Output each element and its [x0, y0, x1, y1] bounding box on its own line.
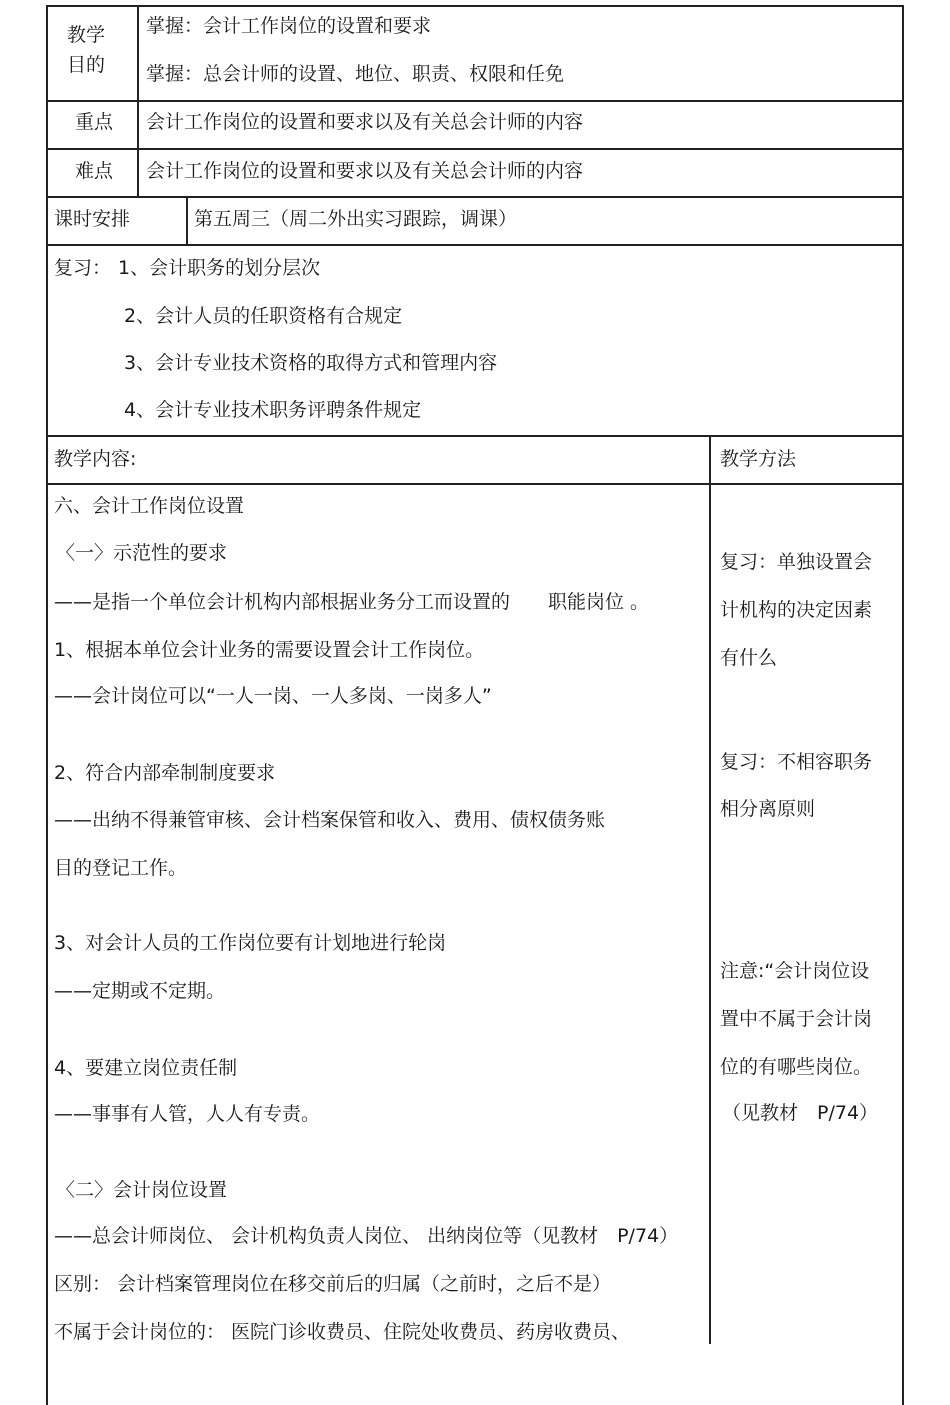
table-divider: [46, 196, 904, 198]
content-line: 〈一〉示范性的要求: [56, 542, 228, 564]
method-line: 位的有哪些岗位。: [720, 1056, 873, 1078]
content-line: 3、对会计人员的工作岗位要有计划地进行轮岗: [54, 932, 447, 954]
review-prefix: 复习：: [54, 257, 112, 279]
method-header: 教学方法: [720, 448, 797, 470]
content-line: 〈二〉会计岗位设置: [56, 1179, 228, 1201]
method-line: 计机构的决定因素: [720, 599, 873, 621]
method-line: 有什么: [720, 647, 778, 669]
content-line: 1、根据本单位会计业务的需要设置会计工作岗位。: [54, 639, 485, 661]
schedule-text: 第五周三（周二外出实习跟踪，调课）: [194, 208, 518, 230]
content-line: ——会计岗位可以“一人一岗、一人多岗、一岗多人”: [54, 685, 492, 707]
method-line: 复习：不相容职务: [720, 751, 873, 773]
content-line: ——定期或不定期。: [54, 980, 226, 1002]
objective-item: 掌握：总会计师的设置、地位、职责、权限和任免: [146, 63, 565, 85]
content-header: 教学内容:: [54, 448, 137, 470]
content-line: 区别： 会计档案管理岗位在移交前后的归属（之前时，之后不是）: [54, 1273, 612, 1295]
table-divider: [46, 148, 904, 150]
method-line: （见教材 P/74）: [722, 1102, 879, 1124]
objective-item: 掌握：会计工作岗位的设置和要求: [146, 15, 432, 37]
method-line: 相分离原则: [720, 798, 816, 820]
content-line: 六、会计工作岗位设置: [54, 495, 245, 517]
content-line: ——总会计师岗位、 会计机构负责人岗位、 出纳岗位等（见教材 P/74）: [54, 1225, 679, 1247]
table-divider: [46, 244, 904, 246]
content-line: 4、要建立岗位责任制: [54, 1057, 238, 1079]
method-line: 注意:“会计岗位设: [720, 960, 870, 982]
review-item: 2、会计人员的任职资格有合规定: [124, 305, 403, 327]
review-item: 3、会计专业技术资格的取得方式和管理内容: [124, 352, 498, 374]
table-divider: [709, 435, 711, 1344]
content-line: ——是指一个单位会计机构内部根据业务分工而设置的 职能岗位 。: [54, 591, 650, 613]
content-line: ——出纳不得兼管审核、会计档案保管和收入、费用、债权债务账: [54, 809, 606, 831]
table-divider: [137, 5, 139, 196]
table-divider: [46, 483, 904, 485]
table-divider: [46, 100, 904, 102]
key-point-label: 重点: [75, 111, 114, 133]
content-line: 不属于会计岗位的： 医院门诊收费员、住院处收费员、药房收费员、: [54, 1321, 631, 1343]
objectives-label: 目的: [67, 54, 106, 76]
content-line: 目的登记工作。: [54, 857, 188, 879]
key-point-text: 会计工作岗位的设置和要求以及有关总会计师的内容: [146, 111, 584, 133]
difficulty-text: 会计工作岗位的设置和要求以及有关总会计师的内容: [146, 160, 584, 182]
table-divider: [46, 435, 904, 437]
content-line: ——事事有人管，人人有专责。: [54, 1103, 321, 1125]
review-item: 1、会计职务的划分层次: [118, 257, 321, 279]
method-line: 置中不属于会计岗: [720, 1008, 873, 1030]
method-line: 复习：单独设置会: [720, 551, 873, 573]
content-line: 2、符合内部牵制制度要求: [54, 762, 276, 784]
objectives-label: 教学: [67, 24, 106, 46]
table-divider: [186, 196, 188, 244]
schedule-label: 课时安排: [54, 208, 131, 230]
review-item: 4、会计专业技术职务评聘条件规定: [124, 399, 422, 421]
difficulty-label: 难点: [75, 160, 114, 182]
